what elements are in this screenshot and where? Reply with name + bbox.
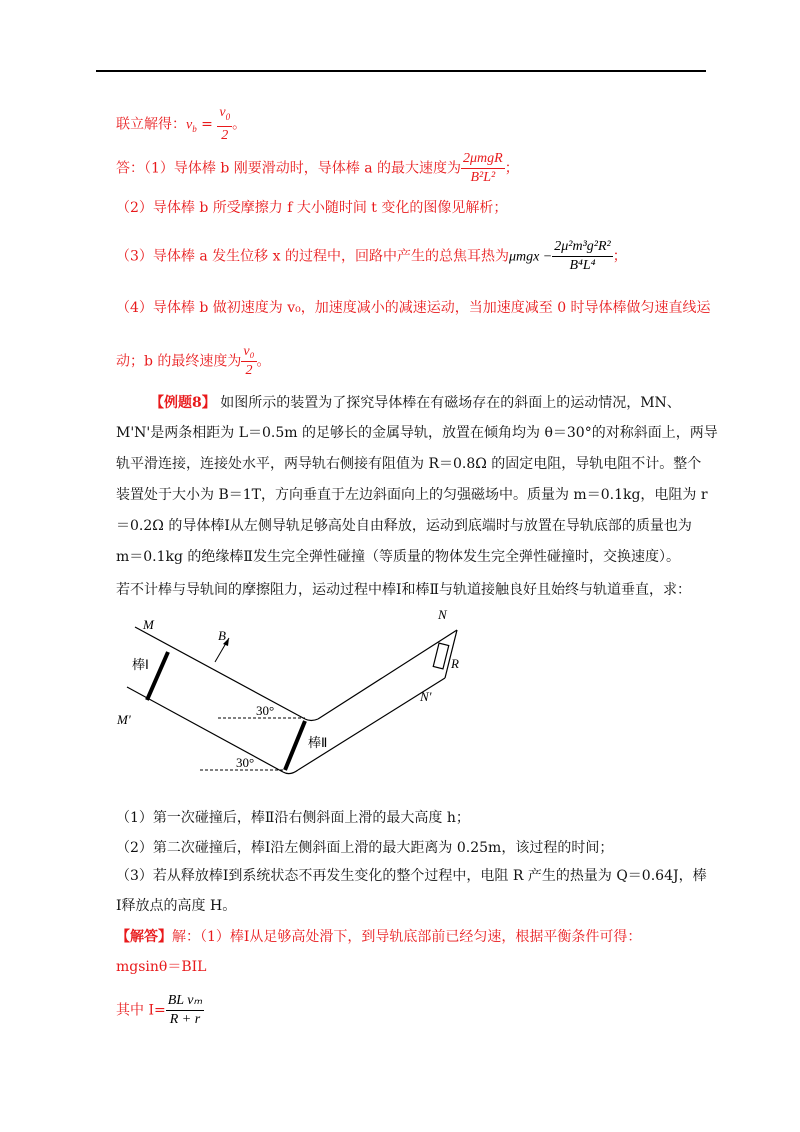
solution-line-3-prefix: 其中 I=	[116, 1002, 166, 1019]
rail-diagram	[115, 602, 475, 777]
example-tag: 【例题8】	[150, 395, 216, 411]
example-line-3: 轨平滑连接，连接处水平，两导轨右侧接有阻值为 R＝0.8Ω 的固定电阻，导轨电阻不计。整个	[116, 456, 702, 472]
resistor-symbol	[433, 643, 449, 669]
label-r: R	[451, 656, 459, 671]
solution-line-2: mgsinθ＝BIL	[116, 959, 207, 975]
vb-end: 。	[232, 116, 247, 133]
current-num: BL vₘ	[166, 992, 205, 1011]
example-text-1: 如图所示的装置为了探究导体棒在有磁场存在的斜面上的运动情况，MN、	[215, 395, 681, 411]
vb-num-sub: 0	[225, 111, 231, 122]
answer-3	[116, 238, 627, 275]
answer-3-fraction	[552, 238, 612, 275]
vb-prefix: 联立解得：	[116, 116, 186, 133]
label-rod-1: 棒Ⅰ	[132, 657, 149, 672]
example-line-4: 装置处于大小为 B＝1T，方向垂直于左边斜面向上的匀强磁场中。质量为 m＝0.1kg，电阻为 r	[116, 487, 708, 503]
question-2: （2）第二次碰撞后，棒Ⅰ沿左侧斜面上滑的最大距离为 0.25m，该过程的时间；	[116, 840, 614, 856]
label-rod-2: 棒Ⅱ	[308, 735, 328, 750]
vb-lhs: v	[186, 117, 193, 133]
answer-3-den: B⁴L⁴	[569, 258, 596, 273]
question-3-line-1: （3）若从释放棒Ⅰ到系统状态不再发生变化的整个过程中，电阻 R 产生的热量为 Q＝0.64J，棒	[116, 868, 707, 884]
vb-num: v	[219, 105, 226, 120]
label-n: N	[438, 607, 447, 622]
example-line-2: M'N'是两条相距为 L＝0.5m 的足够长的金属导轨，放置在倾角均为 θ＝30°的对称斜面上，两导	[116, 425, 718, 441]
answer-4-end: 。	[256, 353, 271, 370]
answer-1-text: 答：（1）导体棒 b 刚要滑动时，导体棒 a 的最大速度为	[116, 160, 462, 177]
answer-4-den: 2	[245, 363, 253, 378]
answer-3-text: （3）导体棒 a 发生位移 x 的过程中，回路中产生的总焦耳热为	[116, 248, 509, 265]
solution-line-3	[116, 992, 204, 1029]
vb-den: 2	[221, 127, 229, 143]
vb-fraction	[217, 104, 232, 145]
answer-4-num: v₀	[241, 343, 256, 362]
rod-1	[147, 652, 168, 700]
answer-3-num: 2μ²m³g²R²	[552, 238, 612, 257]
label-n-prime: N'	[420, 689, 432, 704]
label-angle-top: 30°	[256, 703, 275, 718]
answer-4-text: 动；b 的最终速度为	[116, 353, 242, 370]
label-m: M	[143, 617, 154, 632]
answer-3-end: ；	[612, 248, 627, 265]
answer-4-line-2	[116, 343, 271, 380]
vb-lhs-sub: b	[192, 124, 197, 135]
current-fraction	[166, 992, 205, 1029]
answer-1-end: ；	[504, 160, 519, 177]
label-m-prime: M'	[117, 712, 131, 727]
label-b: B	[218, 628, 226, 643]
solution-tag: 【解答】	[116, 929, 172, 945]
example-line-7: 若不计棒与导轨间的摩擦阻力，运动过程中棒Ⅰ和棒Ⅱ与轨道接触良好且始终与轨道垂直，求：	[116, 582, 692, 598]
vb-eq: =	[196, 116, 218, 133]
rod-2	[285, 721, 305, 770]
answer-3-term: μmgx −	[508, 249, 553, 265]
current-den: R + r	[169, 1012, 201, 1027]
conclusion-line	[116, 104, 246, 145]
answer-4-fraction	[241, 343, 256, 380]
answer-1-num: 2μmgR	[461, 150, 505, 169]
label-angle-bottom: 30°	[236, 755, 255, 770]
example-line-6: m＝0.1kg 的绝缘棒Ⅱ发生完全弹性碰撞（等质量的物体发生完全弹性碰撞时，交换速度）。	[116, 549, 680, 565]
answer-1-den: B²L²	[470, 170, 496, 185]
example-line-5: ＝0.2Ω 的导体棒Ⅰ从左侧导轨足够高处自由释放，运动到底端时与放置在导轨底部的质量也为	[116, 518, 692, 534]
answer-2: （2）导体棒 b 所受摩擦力 f 大小随时间 t 变化的图像见解析；	[116, 200, 508, 216]
answer-1	[116, 150, 519, 187]
question-3-line-2: Ⅰ释放点的高度 H。	[116, 898, 237, 914]
example-line-1	[150, 393, 681, 413]
question-1: （1）第一次碰撞后，棒Ⅱ沿右侧斜面上滑的最大高度 h；	[116, 810, 470, 826]
header-rule	[96, 70, 706, 72]
answer-4-line-1: （4）导体棒 b 做初速度为 v₀，加速度减小的减速运动，当加速度减至 0 时导体棒做匀速直线运	[116, 300, 711, 316]
answer-1-fraction	[461, 150, 505, 187]
solution-line-1	[116, 927, 641, 947]
solution-text-1: 解：（1）棒Ⅰ从足够高处滑下，到导轨底部前已经匀速，根据平衡条件可得：	[172, 929, 642, 945]
